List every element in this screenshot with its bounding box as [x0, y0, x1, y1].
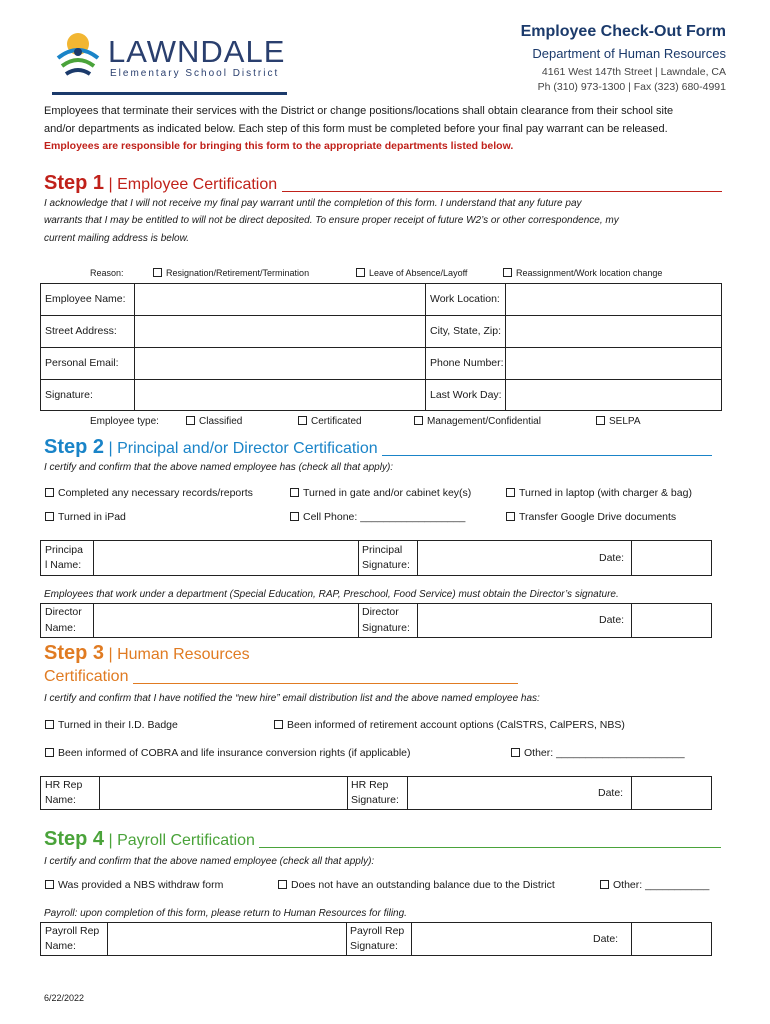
- payroll-signature-label-1: Payroll Rep: [350, 925, 405, 937]
- step4-desc: I certify and confirm that the above named employee (check all that apply):: [44, 856, 375, 867]
- hr-signoff-table: [40, 776, 712, 810]
- last-work-day-field[interactable]: [506, 380, 721, 410]
- id-badge-checkbox[interactable]: [45, 719, 178, 731]
- no-balance-checkbox[interactable]: [278, 879, 555, 891]
- payroll-name-label-1: Payroll Rep: [45, 925, 100, 937]
- reason-resignation-checkbox[interactable]: [153, 268, 309, 278]
- type-classified-checkbox[interactable]: [186, 416, 242, 427]
- hr-date-label: Date:: [598, 787, 624, 799]
- turned-in-keys-checkbox[interactable]: [290, 487, 471, 499]
- type-selpa-checkbox[interactable]: [596, 416, 641, 427]
- director-date-field[interactable]: [632, 604, 711, 637]
- director-date-label: Date:: [599, 614, 625, 626]
- step3-desc: I certify and confirm that I have notified the “new hire” email distribution list and the above named employee has:: [44, 693, 540, 704]
- logo-name: LAWNDALE: [108, 34, 286, 69]
- signature-field[interactable]: [135, 380, 425, 410]
- employee-name-label: Employee Name:: [45, 293, 126, 305]
- principal-date-label: Date:: [599, 552, 625, 564]
- turned-in-laptop-checkbox[interactable]: [506, 487, 692, 499]
- type-certificated-checkbox[interactable]: [298, 416, 362, 427]
- principal-name-label-1: Principa: [45, 544, 83, 556]
- payroll-signature-field[interactable]: [412, 923, 588, 955]
- step2-title: | Principal and/or Director Certification: [108, 440, 378, 457]
- type-classified-label: Classified: [199, 416, 243, 427]
- step3-heading: [44, 642, 250, 665]
- type-selpa-label: SELPA: [609, 416, 641, 427]
- logo-subtitle: Elementary School District: [110, 68, 280, 79]
- principal-signature-label-1: Principal: [362, 544, 403, 556]
- step2-underline: [382, 455, 712, 456]
- personal-email-label: Personal Email:: [45, 357, 119, 369]
- principal-signature-label-2: Signature:: [362, 559, 410, 571]
- hr-signature-label-1: HR Rep: [351, 779, 389, 791]
- step4-title: | Payroll Certification: [108, 832, 255, 849]
- type-certificated-label: Certificated: [311, 416, 362, 427]
- phone-number-field[interactable]: [506, 348, 721, 379]
- step2-desc: I certify and confirm that the above named employee has (check all that apply):: [44, 462, 394, 473]
- cobra-checkbox[interactable]: [45, 747, 411, 759]
- principal-signoff-table: [40, 540, 712, 576]
- personal-email-field[interactable]: [135, 348, 425, 379]
- city-state-zip-field[interactable]: [506, 316, 721, 347]
- step2-number: Step 2: [44, 436, 105, 458]
- step3-underline: [133, 683, 518, 684]
- district-phone: Ph (310) 973-1300 | Fax (323) 680-4991: [537, 81, 726, 93]
- hr-date-field[interactable]: [632, 777, 711, 809]
- principal-name-label-2: l Name:: [45, 559, 82, 571]
- hr-name-label-1: HR Rep: [45, 779, 83, 791]
- type-management-label: Management/Confidential: [427, 416, 541, 427]
- turned-in-ipad-label: Turned in iPad: [58, 511, 126, 523]
- last-work-day-label: Last Work Day:: [430, 389, 502, 401]
- hr-other-checkbox[interactable]: [511, 747, 685, 759]
- step1-desc-1: I acknowledge that I will not receive my final pay warrant until the completion of this form. I understand that any future pay: [44, 198, 582, 209]
- director-note: Employees that work under a department (Special Education, RAP, Preschool, Food Service) must obtain the Director’s signature.: [44, 589, 619, 600]
- hr-other-label: Other: ______________________: [524, 747, 685, 759]
- city-state-zip-label: City, State, Zip:: [430, 325, 501, 337]
- reason-leave-label: Leave of Absence/Layoff: [369, 268, 468, 278]
- step3-heading-line2: [44, 668, 518, 686]
- street-address-field[interactable]: [135, 316, 425, 347]
- footer-date: 6/22/2022: [44, 993, 85, 1003]
- payroll-other-checkbox[interactable]: [600, 879, 709, 891]
- director-name-field[interactable]: [94, 604, 358, 637]
- director-signoff-table: [40, 603, 712, 638]
- turned-in-ipad-checkbox[interactable]: [45, 511, 126, 523]
- step1-desc-3: current mailing address is below.: [44, 233, 190, 244]
- retirement-options-label: Been informed of retirement account options (CalSTRS, CalPERS, NBS): [287, 719, 625, 731]
- step3-title: | Human Resources: [108, 646, 250, 663]
- employee-type-label: Employee type:: [90, 416, 159, 427]
- principal-name-field[interactable]: [94, 541, 358, 575]
- step4-heading: [44, 828, 721, 851]
- logo-rule: [52, 92, 287, 95]
- step1-desc-2: warrants that I may be entitled to will not be direct deposited. To ensure proper receipt of future W2’s or other correspondence, my: [44, 215, 619, 226]
- cell-phone-label: Cell Phone: __________________: [303, 511, 466, 523]
- step4-number: Step 4: [44, 828, 105, 850]
- step4-underline: [259, 847, 721, 848]
- type-management-checkbox[interactable]: [414, 416, 541, 427]
- turned-in-keys-label: Turned in gate and/or cabinet key(s): [303, 487, 472, 499]
- payroll-signature-label-2: Signature:: [350, 940, 398, 952]
- work-location-field[interactable]: [506, 284, 721, 315]
- turned-in-laptop-label: Turned in laptop (with charger & bag): [519, 487, 692, 499]
- step1-title: | Employee Certification: [108, 176, 278, 193]
- payroll-note: Payroll: upon completion of this form, please return to Human Resources for filing.: [44, 908, 407, 919]
- principal-signature-field[interactable]: [418, 541, 596, 575]
- intro-line-2: and/or departments as indicated below. Each step of this form must be completed before your final pay warrant can be released.: [44, 123, 668, 135]
- payroll-name-label-2: Name:: [45, 940, 76, 952]
- nbs-withdraw-checkbox[interactable]: [45, 879, 223, 891]
- director-signature-label-2: Signature:: [362, 622, 410, 634]
- step1-number: Step 1: [44, 172, 105, 194]
- step3-title-2: Certification: [44, 668, 129, 685]
- payroll-date-label: Date:: [593, 933, 619, 945]
- reason-reassignment-label: Reassignment/Work location change: [516, 268, 663, 278]
- completed-records-checkbox[interactable]: [45, 487, 253, 499]
- department-name: Department of Human Resources: [532, 46, 726, 61]
- work-location-label: Work Location:: [430, 293, 500, 305]
- sun-figure-icon: [52, 30, 104, 82]
- reason-label: Reason:: [90, 268, 124, 278]
- principal-date-field[interactable]: [632, 541, 711, 575]
- reason-reassignment-checkbox[interactable]: [503, 268, 662, 278]
- cobra-label: Been informed of COBRA and life insurance conversion rights (if applicable): [58, 747, 411, 759]
- director-signature-label-1: Director: [362, 606, 399, 618]
- step2-heading: [44, 436, 712, 459]
- transfer-drive-label: Transfer Google Drive documents: [519, 511, 677, 523]
- reason-resignation-label: Resignation/Retirement/Termination: [166, 268, 310, 278]
- district-logo: [52, 28, 286, 88]
- transfer-drive-checkbox[interactable]: [506, 511, 676, 523]
- step1-underline: [282, 191, 722, 192]
- district-address: 4161 West 147th Street | Lawndale, CA: [541, 66, 726, 78]
- step3-number: Step 3: [44, 642, 105, 664]
- hr-name-field[interactable]: [100, 777, 347, 809]
- intro-line-1: Employees that terminate their services with the District or change positions/locations shall obtain clearance from their school site: [44, 105, 674, 117]
- hr-signature-label-2: Signature:: [351, 794, 399, 806]
- nbs-withdraw-label: Was provided a NBS withdraw form: [58, 879, 224, 891]
- cell-phone-checkbox[interactable]: [290, 511, 465, 523]
- phone-number-label: Phone Number:: [430, 357, 504, 369]
- retirement-options-checkbox[interactable]: [274, 719, 625, 731]
- street-address-label: Street Address:: [45, 325, 117, 337]
- no-balance-label: Does not have an outstanding balance due to the District: [291, 879, 555, 891]
- intro-warning: Employees are responsible for bringing this form to the appropriate departments listed below.: [44, 140, 514, 152]
- payroll-date-field[interactable]: [632, 923, 711, 955]
- payroll-other-label: Other: ___________: [613, 879, 710, 891]
- payroll-name-field[interactable]: [108, 923, 346, 955]
- form-title: Employee Check-Out Form: [520, 23, 726, 40]
- id-badge-label: Turned in their I.D. Badge: [58, 719, 178, 731]
- reason-leave-checkbox[interactable]: [356, 268, 467, 278]
- payroll-signoff-table: [40, 922, 712, 956]
- employee-name-field[interactable]: [135, 284, 425, 315]
- employee-info-table: [40, 283, 722, 411]
- director-signature-field[interactable]: [418, 604, 596, 637]
- signature-label: Signature:: [45, 389, 93, 401]
- hr-name-label-2: Name:: [45, 794, 76, 806]
- completed-records-label: Completed any necessary records/reports: [58, 487, 253, 499]
- step1-heading: [44, 172, 720, 195]
- director-name-label-1: Director: [45, 606, 82, 618]
- hr-signature-field[interactable]: [408, 777, 592, 809]
- director-name-label-2: Name:: [45, 622, 76, 634]
